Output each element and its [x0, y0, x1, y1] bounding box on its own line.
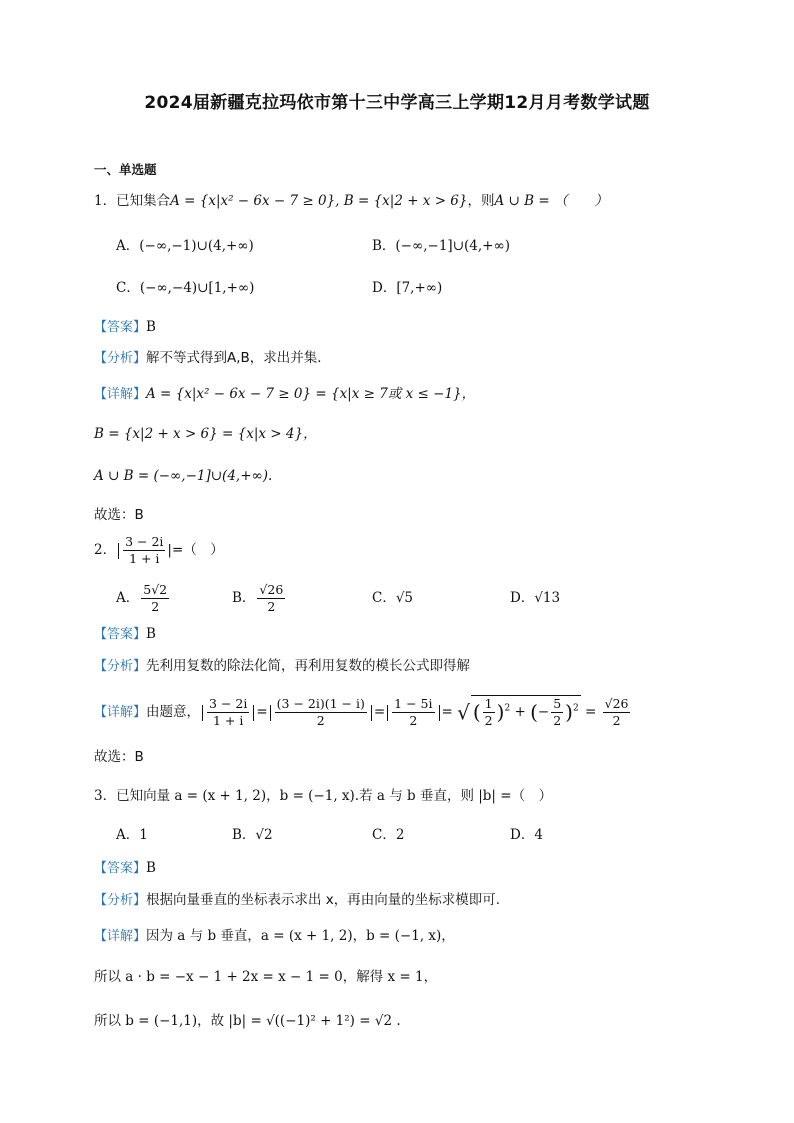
answer-line: [94, 858, 156, 879]
numerator: 5√2: [143, 582, 168, 597]
fraction: [483, 696, 495, 729]
numerator: 1 − 5i: [394, 696, 433, 711]
question-number: 1．: [94, 193, 117, 209]
analysis-text: 解不等式得到A,B，求出并集.: [146, 350, 322, 366]
answer-tag: 【答案】: [94, 320, 147, 335]
conclusion: 故选：B: [94, 749, 144, 765]
abs-bar: [371, 705, 372, 721]
analysis-line: [94, 656, 470, 677]
abs-bar: [118, 543, 119, 559]
option-d: D．4: [510, 827, 543, 843]
set-a: A = {x|x² − 6x − 7 ≥ 0}: [170, 193, 336, 209]
analysis-line: [94, 348, 322, 369]
answer-line: [94, 624, 156, 645]
detail-text: 由题意，: [146, 704, 201, 720]
set-b: , B = {x|2 + x > 6}: [335, 193, 468, 209]
page-title: 2024届新疆克拉玛依市第十三中学高三上学期12月月考数学试题: [144, 93, 650, 113]
fraction: [551, 696, 563, 729]
answer-value: B: [146, 626, 156, 642]
fraction: [141, 582, 169, 615]
denominator: 2: [316, 713, 325, 728]
question-2-stem: [94, 532, 224, 568]
detail-line: B = {x|2 + x > 6} = {x|x > 4}，: [94, 426, 317, 442]
radical-sign: √: [457, 700, 470, 725]
option-c: C．√5: [372, 590, 414, 606]
union-expr: A ∪ B = （ ）: [494, 193, 608, 209]
question-text: ，则: [467, 193, 495, 209]
answer-value: B: [146, 860, 156, 876]
option-a: [116, 580, 171, 616]
detail-text: 因为 a 与 b 垂直，a = (x + 1, 2)，b = (−1, x)，: [146, 928, 455, 944]
analysis-tag: 【分析】: [94, 351, 147, 366]
detail-text: A = {x|x² − 6x − 7 ≥ 0} = {x|x ≥ 7或 x ≤ −1}，: [146, 386, 476, 402]
numerator: √26: [259, 582, 284, 597]
abs-bar: [253, 705, 254, 721]
option-b: B．√2: [232, 827, 273, 843]
answer-line: [94, 317, 156, 338]
abs-bar: [202, 705, 203, 721]
option-d: D．√13: [510, 590, 561, 606]
question-number: 3．: [94, 788, 117, 804]
detail-line: [94, 926, 455, 947]
option-d: D．[7,+∞): [372, 280, 443, 296]
detail-tag: 【详解】: [94, 929, 147, 944]
abs-bar: [439, 705, 440, 721]
analysis-tag: 【分析】: [94, 659, 147, 674]
fraction: [123, 534, 165, 567]
detail-tag: 【详解】: [94, 387, 147, 402]
question-text: |=（ ）: [167, 542, 224, 558]
fraction: [603, 696, 631, 729]
option-b: B．(−∞,−1]∪(4,+∞): [372, 238, 510, 254]
answer-tag: 【答案】: [94, 627, 147, 642]
denominator: 2: [553, 713, 562, 728]
radicand: ( $\frac{1}{2}$ )$^2$ + (− $\frac{5}{2}$ )$^2$: [472, 696, 579, 728]
numerator: 1: [484, 696, 493, 711]
detail-line: 【详解】由题意， $\frac{3 - 2i}{1 + i}$ = $\frac{(3 - 2i)(1 - i)}{2}$ = $\frac{1 - 5i}{2}$ = √ ( $\frac{1}{2}$ )$^2$ + (− $\frac{5}{2}$ )$^2$ = $\frac{√26}{2}$: [94, 696, 629, 728]
option-a: A．(−∞,−1)∪(4,+∞): [116, 238, 254, 254]
denominator: 2: [484, 713, 493, 728]
question-number: 2．: [94, 542, 117, 558]
section-heading: 一、单选题: [94, 162, 157, 177]
numerator: 3 − 2i: [209, 696, 248, 711]
detail-line: A ∪ B = (−∞,−1]∪(4,+∞).: [94, 468, 273, 484]
question-text: 已知集合: [116, 193, 171, 209]
option-label: B．: [232, 590, 256, 606]
option-b: [232, 580, 287, 616]
denominator: 2: [151, 599, 160, 614]
denominator: 1 + i: [212, 713, 244, 728]
answer-tag: 【答案】: [94, 861, 147, 876]
numerator: (3 − 2i)(1 − i): [276, 696, 365, 711]
fraction: [392, 696, 434, 729]
analysis-tag: 【分析】: [94, 893, 147, 908]
option-a: A．1: [116, 827, 148, 843]
analysis-text: 根据向量垂直的坐标表示求出 x，再由向量的坐标求模即可.: [146, 892, 501, 908]
option-c: C．2: [372, 827, 405, 843]
detail-line: 所以 b = (−1,1)，故 |b| = √((−1)² + 1²) = √2 .: [94, 1013, 401, 1029]
denominator: 2: [612, 713, 621, 728]
fraction: [275, 696, 367, 729]
numerator: 3 − 2i: [125, 534, 164, 549]
analysis-line: [94, 890, 500, 911]
answer-value: B: [146, 319, 156, 335]
option-label: A．: [116, 590, 140, 606]
denominator: 2: [409, 713, 418, 728]
abs-bar: [387, 705, 388, 721]
question-text: 已知向量 a = (x + 1, 2)，b = (−1, x).若 a 与 b 垂直，则 |b| =（ ）: [116, 788, 553, 804]
option-c: C．(−∞,−4)∪[1,+∞): [116, 280, 255, 296]
numerator: √26: [604, 696, 629, 711]
detail-line: 所以 a · b = −x − 1 + 2x = x − 1 = 0，解得 x = 1，: [94, 969, 438, 985]
analysis-text: 先利用复数的除法化简，再利用复数的模长公式即得解: [146, 658, 471, 674]
numerator: 5: [553, 696, 562, 711]
question-3-stem: [94, 786, 552, 806]
fraction: [257, 582, 285, 615]
denominator: 2: [267, 599, 276, 614]
abs-bar: [270, 705, 271, 721]
question-1-stem: [94, 191, 608, 211]
conclusion: 故选：B: [94, 507, 144, 523]
fraction: [207, 696, 249, 729]
detail-tag: 【详解】: [94, 705, 147, 720]
denominator: 1 + i: [129, 551, 160, 566]
detail-line: [94, 384, 475, 405]
